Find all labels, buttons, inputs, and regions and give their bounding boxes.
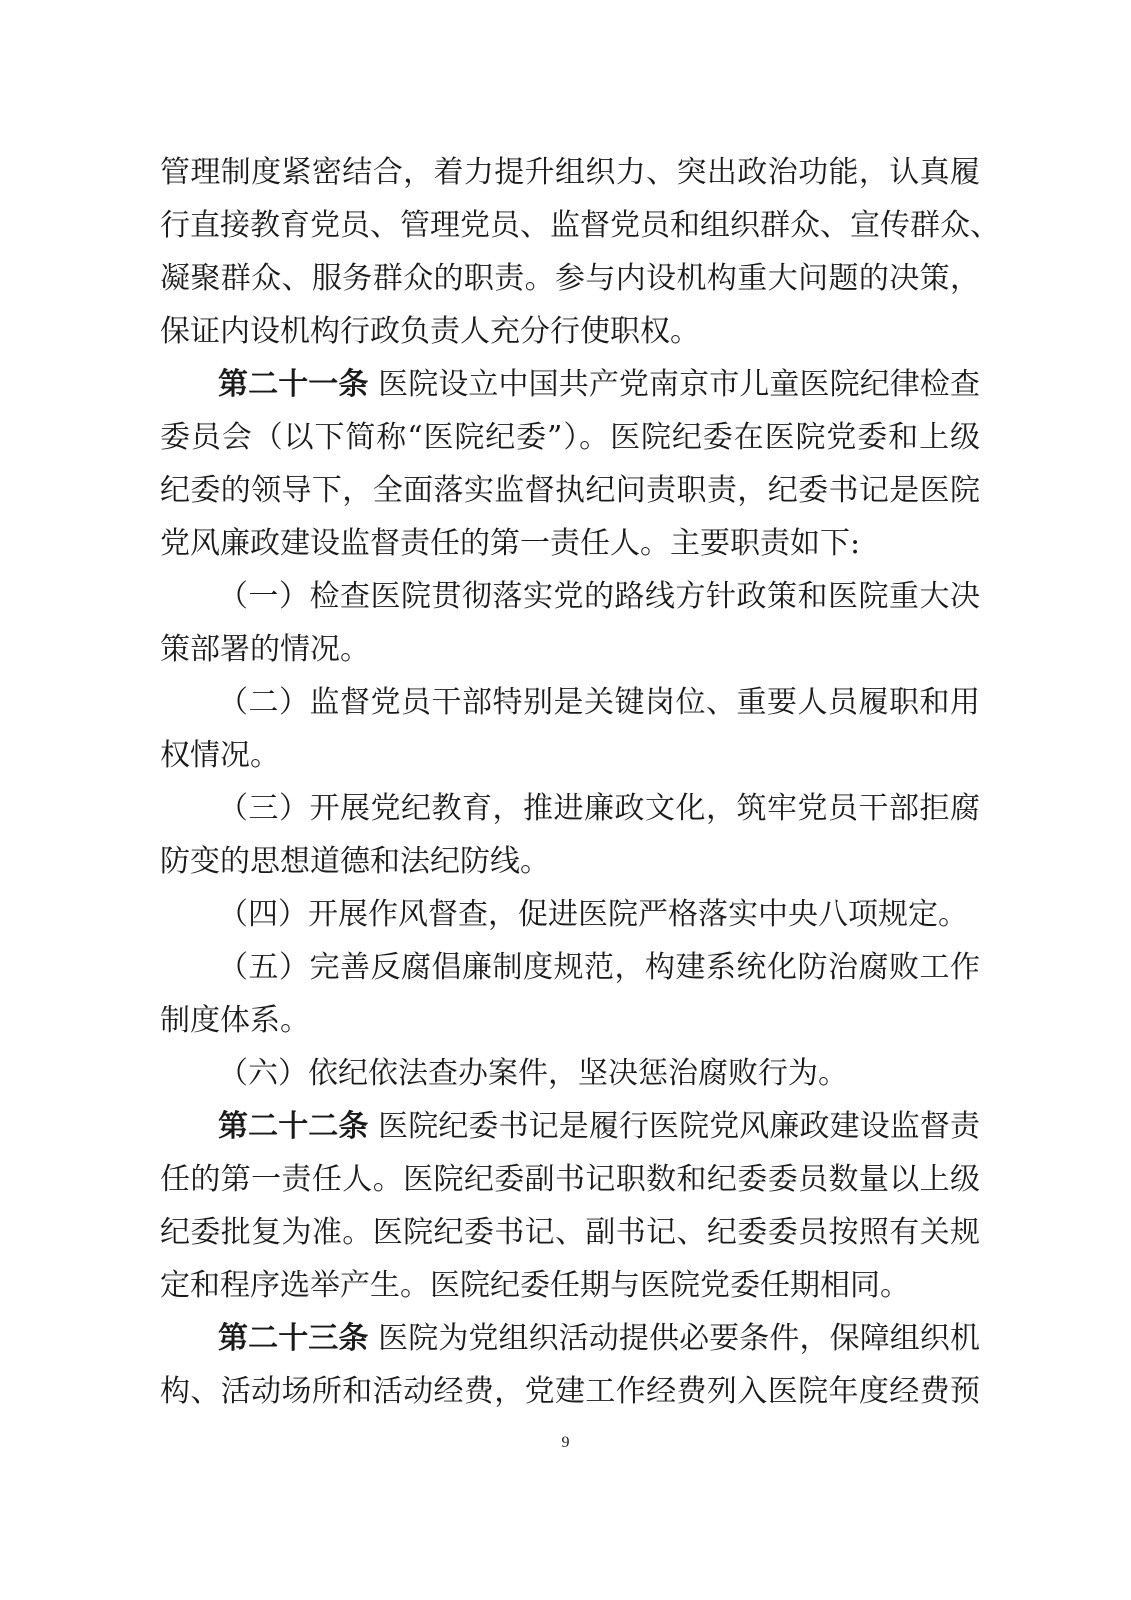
list-item-3: （三）开展党纪教育，推进廉政文化，筑牢党员干部拒腐 (218, 791, 980, 826)
article-21-line: 第二十一条 医院设立中国共产党南京市儿童医院纪律检查 (218, 367, 980, 402)
text-line: 制度体系。 (160, 1003, 310, 1038)
text-line: 凝聚群众、服务群众的职责。参与内设机构重大问题的决策， (160, 261, 980, 296)
text-line: 管理制度紧密结合，着力提升组织力、突出政治功能，认真履 (160, 155, 980, 190)
list-item-1: （一）检查医院贯彻落实党的路线方针政策和医院重大决 (218, 579, 980, 614)
text-line: 防变的思想道德和法纪防线。 (160, 844, 550, 879)
article-heading: 第二十三条 (218, 1321, 369, 1356)
article-heading: 第二十一条 (218, 367, 369, 402)
text-line: 任的第一责任人。医院纪委副书记职数和纪委委员数量以上级 (160, 1162, 980, 1197)
text-line: 策部署的情况。 (160, 632, 370, 667)
text-line: 定和程序选举产生。医院纪委任期与医院党委任期相同。 (160, 1268, 910, 1303)
article-23-line: 第二十三条 医院为党组织活动提供必要条件，保障组织机 (218, 1321, 980, 1356)
list-item-2: （二）监督党员干部特别是关键岗位、重要人员履职和用 (218, 685, 980, 720)
text-line: 构、活动场所和活动经费，党建工作经费列入医院年度经费预 (160, 1374, 980, 1409)
text-line: 保证内设机构行政负责人充分行使职权。 (160, 314, 700, 349)
article-heading: 第二十二条 (218, 1109, 369, 1144)
page-number: 9 (561, 1434, 570, 1451)
text-line: 纪委批复为准。医院纪委书记、副书记、纪委委员按照有关规 (160, 1215, 980, 1250)
text-line: 纪委的领导下，全面落实监督执纪问责职责，纪委书记是医院 (160, 473, 980, 508)
text-line: 行直接教育党员、管理党员、监督党员和组织群众、宣传群众、 (160, 208, 1000, 243)
article-22-line: 第二十二条 医院纪委书记是履行医院党风廉政建设监督责 (218, 1109, 980, 1144)
text-line: 权情况。 (160, 738, 280, 773)
list-item-4: （四）开展作风督查，促进医院严格落实中央八项规定。 (218, 897, 968, 932)
text-line: 委员会（以下简称“医院纪委”）。医院纪委在医院党委和上级 (160, 420, 980, 455)
text-line: 党风廉政建设监督责任的第一责任人。主要职责如下: (160, 526, 861, 561)
list-item-5: （五）完善反腐倡廉制度规范，构建系统化防治腐败工作 (218, 950, 980, 985)
list-item-6: （六）依纪依法查办案件，坚决惩治腐败行为。 (218, 1056, 848, 1091)
